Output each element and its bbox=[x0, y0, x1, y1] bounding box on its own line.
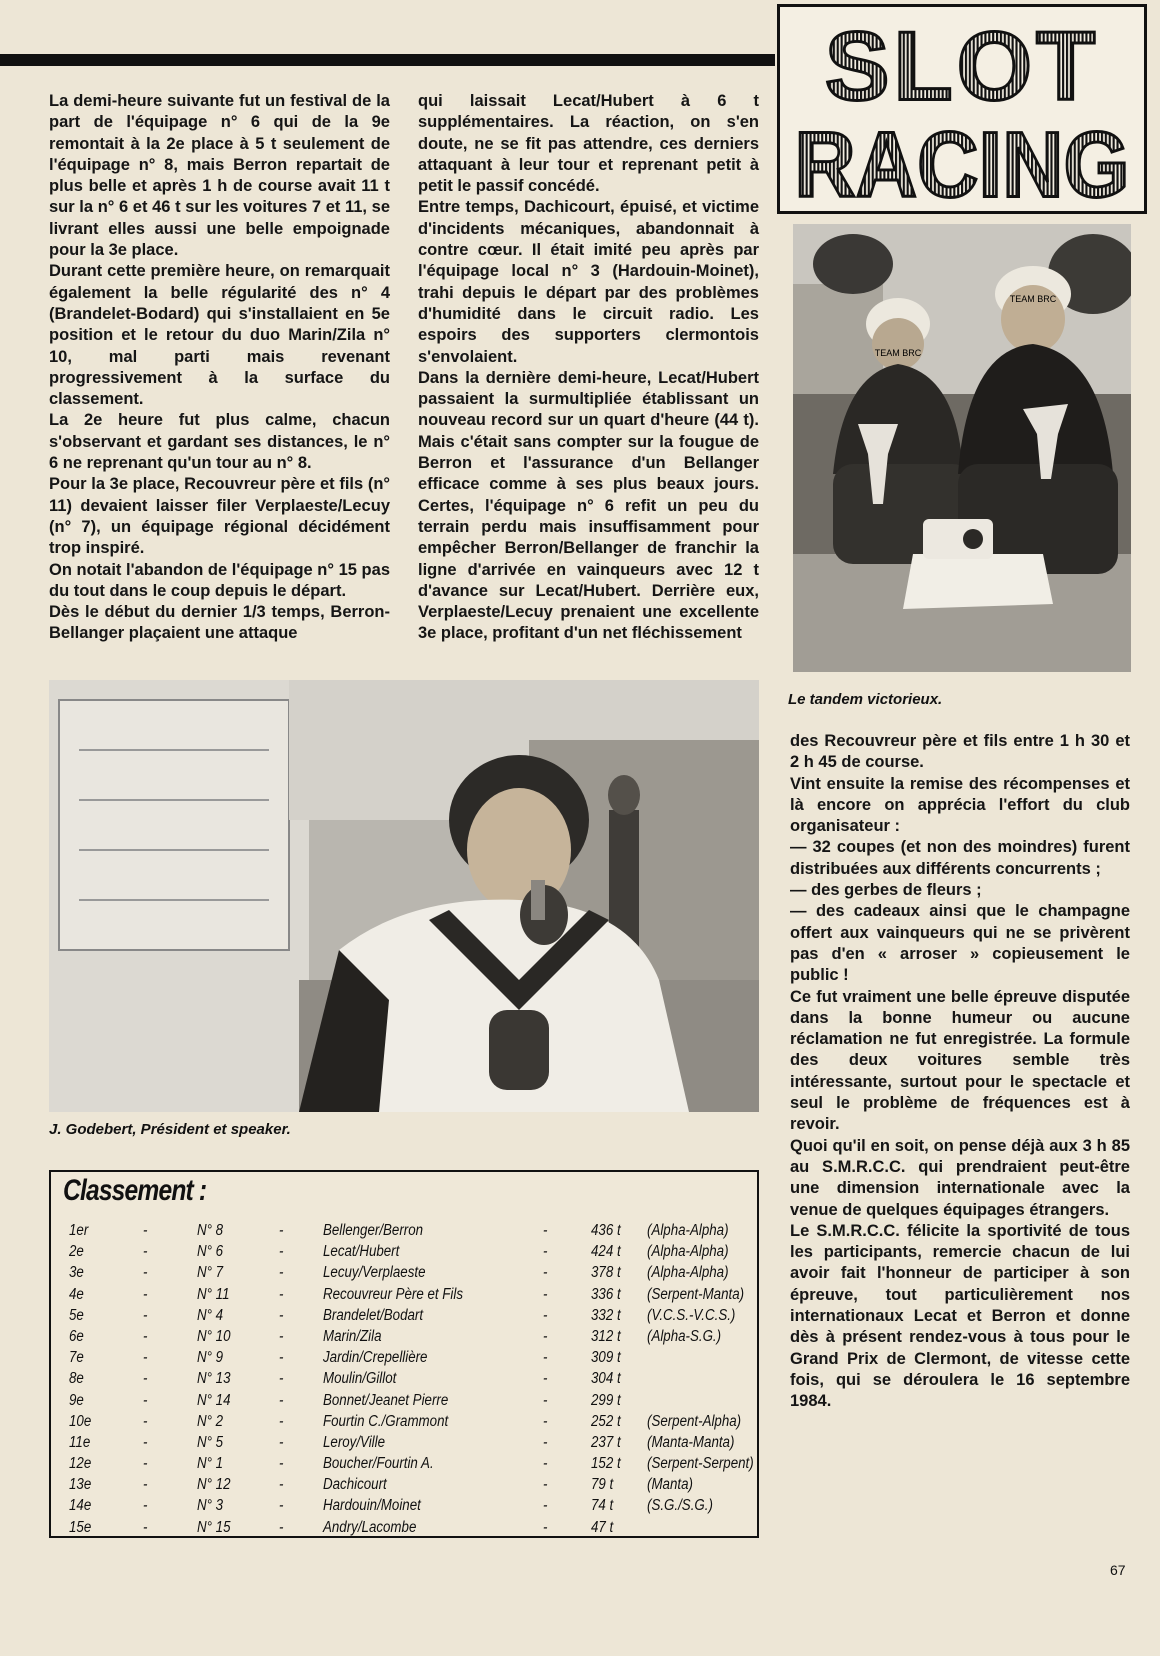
slot-racing-logo bbox=[777, 4, 1147, 214]
winners-photo bbox=[793, 224, 1131, 672]
team-cell: Fourtin C./Grammont bbox=[323, 1412, 449, 1430]
cars-cell: (Serpent-Manta) bbox=[647, 1285, 745, 1303]
team-cell: Dachicourt bbox=[323, 1476, 387, 1494]
separator: - bbox=[543, 1243, 548, 1261]
rank-cell: 13e bbox=[69, 1476, 92, 1494]
separator: - bbox=[143, 1349, 148, 1367]
paragraph: Entre temps, Dachicourt, épuisé, et victime d'incidents mécaniques, abandonnait à contre cœur. Il était imité peu après par l'équipage local n° 3 (Hardouin-Moinet), trahi depuis le départ par des problèmes d'humidité dans le circuit radio. Les espoirs des supporters clermontois s'envolaient. bbox=[418, 198, 759, 366]
separator: - bbox=[143, 1222, 148, 1239]
car-number-cell: N° 1 bbox=[197, 1455, 224, 1473]
page-number: 67 bbox=[1110, 1562, 1126, 1578]
car-number-cell: N° 11 bbox=[197, 1285, 230, 1303]
team-cell: Leroy/Ville bbox=[323, 1433, 386, 1451]
paragraph: — des gerbes de fleurs ; bbox=[790, 881, 982, 900]
rank-cell: 2e bbox=[69, 1243, 84, 1261]
separator: - bbox=[143, 1455, 148, 1473]
laps-cell: 436 t bbox=[591, 1222, 621, 1239]
separator: - bbox=[543, 1370, 548, 1388]
laps-cell: 304 t bbox=[591, 1370, 621, 1388]
separator: - bbox=[543, 1497, 548, 1515]
table-row bbox=[65, 1413, 755, 1434]
separator: - bbox=[279, 1412, 284, 1430]
car-number-cell: N° 8 bbox=[197, 1222, 224, 1239]
paragraph: La demi-heure suivante fut un festival de la part de l'équipage n° 6 qui de la 9e remontait à la 2e place à 5 t seulement de l'équipage n° 8, mais Berron repartait de plus belle et après 1 h de course avait 11 t sur la n° 6 et 46 t sur les voitures 7 et 11, se livrant elles aussi une belle empoignade pour la 3e place. bbox=[49, 92, 390, 260]
table-row bbox=[65, 1349, 755, 1370]
car-number-cell: N° 12 bbox=[197, 1476, 231, 1494]
laps-cell: 336 t bbox=[591, 1285, 621, 1303]
separator: - bbox=[543, 1412, 548, 1430]
cars-cell: (Manta-Manta) bbox=[647, 1433, 735, 1451]
car-number-cell: N° 9 bbox=[197, 1349, 224, 1367]
team-cell: Jardin/Crepellière bbox=[323, 1349, 428, 1367]
separator: - bbox=[279, 1285, 284, 1303]
separator: - bbox=[279, 1476, 284, 1494]
separator: - bbox=[279, 1391, 284, 1409]
results-table bbox=[65, 1222, 755, 1540]
separator: - bbox=[279, 1518, 284, 1536]
laps-cell: 312 t bbox=[591, 1327, 621, 1345]
table-row bbox=[65, 1497, 755, 1518]
separator: - bbox=[143, 1264, 148, 1282]
laps-cell: 332 t bbox=[591, 1306, 621, 1324]
rank-cell: 4e bbox=[69, 1285, 84, 1303]
rank-cell: 14e bbox=[69, 1497, 92, 1515]
rank-cell: 5e bbox=[69, 1306, 84, 1324]
slot-racing-logo-graphic bbox=[780, 7, 1144, 211]
separator: - bbox=[543, 1327, 548, 1345]
team-cell: Bonnet/Jeanet Pierre bbox=[323, 1391, 449, 1409]
rank-cell: 7e bbox=[69, 1349, 84, 1367]
laps-cell: 252 t bbox=[591, 1412, 621, 1430]
winners-photo-caption: Le tandem victorieux. bbox=[788, 691, 943, 708]
laps-cell: 237 t bbox=[591, 1433, 621, 1451]
cars-cell: (Alpha-S.G.) bbox=[647, 1327, 722, 1345]
article-column-1 bbox=[49, 91, 390, 645]
team-cell: Hardouin/Moinet bbox=[323, 1497, 421, 1515]
separator: - bbox=[143, 1433, 148, 1451]
separator: - bbox=[279, 1433, 284, 1451]
separator: - bbox=[143, 1391, 148, 1409]
paragraph: Durant cette première heure, on remarquait également la belle régularité des n° 4 (Brandelet-Bodard) qui s'installaient en 5e position et le retour du duo Marin/Zila n° 10, mal parti mais revenant progressivement à la surface du classement. bbox=[49, 262, 390, 409]
separator: - bbox=[143, 1306, 148, 1324]
separator: - bbox=[143, 1412, 148, 1430]
car-number-cell: N° 13 bbox=[197, 1370, 231, 1388]
cars-cell: (Alpha-Alpha) bbox=[647, 1243, 729, 1261]
speaker-photo-caption: J. Godebert, Président et speaker. bbox=[49, 1121, 291, 1138]
team-cell: Recouvreur Père et Fils bbox=[323, 1285, 464, 1303]
team-cell: Brandelet/Bodart bbox=[323, 1306, 424, 1324]
table-row bbox=[65, 1519, 755, 1540]
separator: - bbox=[143, 1518, 148, 1536]
rank-cell: 11e bbox=[69, 1433, 91, 1451]
paragraph: des Recouvreur père et fils entre 1 h 30 et 2 h 45 de course. bbox=[790, 732, 1130, 772]
paragraph: On notait l'abandon de l'équipage n° 15 pas du tout dans le coup depuis le départ. bbox=[49, 560, 390, 600]
separator: - bbox=[543, 1476, 548, 1494]
separator: - bbox=[143, 1243, 148, 1261]
cars-cell: (Alpha-Alpha) bbox=[647, 1264, 729, 1282]
cars-cell: (Alpha-Alpha) bbox=[647, 1222, 729, 1239]
paragraph: Dans la dernière demi-heure, Lecat/Hubert passaient la surmultipliée établissant un nouveau record sur un quart d'heure (44 t). Mais c'était sans compter sur la fougue de Berron et l'assurance d'un Bellanger efficace comme à ses plus beaux jours. Certes, l'équipage n° 6 refit un peu du terrain perdu mais insuffisamment pour empêcher Berron/Bellanger de franchir la ligne d'arrivée en vainqueurs avec 12 t d'avance sur Lecat/Hubert. Derrière eux, Verplaeste/Lecuy prenaient une excellente 3e place, profitant d'un net fléchissement bbox=[418, 368, 759, 643]
table-row bbox=[65, 1434, 755, 1455]
team-cell: Boucher/Fourtin A. bbox=[323, 1455, 434, 1473]
speaker-photo bbox=[49, 680, 759, 1112]
separator: - bbox=[543, 1391, 548, 1409]
rank-cell: 3e bbox=[69, 1264, 84, 1282]
rank-cell: 12e bbox=[69, 1455, 92, 1473]
article-column-2 bbox=[418, 91, 759, 645]
car-number-cell: N° 5 bbox=[197, 1433, 224, 1451]
separator: - bbox=[279, 1455, 284, 1473]
car-number-cell: N° 15 bbox=[197, 1518, 231, 1536]
paragraph: La 2e heure fut plus calme, chacun s'observant et gardant ses distances, le n° 6 ne reprenant qu'un tour au n° 8. bbox=[49, 411, 390, 473]
results-title: Classement : bbox=[63, 1174, 207, 1207]
paragraph: Le S.M.R.C.C. félicite la sportivité de tous les participants, remercie chacun de lui avoir fait l'honneur de participer à son épreuve, tout particulièrement nos internationaux Lecat et Berron et donne dès à présent rendez-vous à tous pour le Grand Prix de Clermont, de vitesse cette fois, qui se déroulera le 16 septembre 1984. bbox=[790, 1221, 1130, 1411]
separator: - bbox=[279, 1327, 284, 1345]
logo-line-slot: SLOT bbox=[824, 11, 1100, 121]
table-row bbox=[65, 1476, 755, 1497]
car-number-cell: N° 3 bbox=[197, 1497, 224, 1515]
laps-cell: 152 t bbox=[591, 1455, 621, 1473]
separator: - bbox=[279, 1370, 284, 1388]
car-number-cell: N° 6 bbox=[197, 1243, 224, 1261]
separator: - bbox=[143, 1476, 148, 1494]
table-row bbox=[65, 1328, 755, 1349]
separator: - bbox=[143, 1370, 148, 1388]
laps-cell: 299 t bbox=[591, 1391, 621, 1409]
laps-cell: 424 t bbox=[591, 1243, 621, 1261]
paragraph: Quoi qu'il en soit, on pense déjà aux 3 h 85 au S.M.R.C.C. qui prendraient peut-être une dimension internationale avec la venue de quelques équipages étrangers. bbox=[790, 1136, 1130, 1219]
separator: - bbox=[543, 1433, 548, 1451]
separator: - bbox=[543, 1518, 548, 1536]
separator: - bbox=[543, 1222, 548, 1239]
rank-cell: 15e bbox=[69, 1518, 92, 1536]
laps-cell: 378 t bbox=[591, 1264, 621, 1282]
separator: - bbox=[279, 1306, 284, 1324]
cap-text-right: TEAM BRC bbox=[1009, 294, 1057, 304]
rank-cell: 6e bbox=[69, 1327, 84, 1345]
cars-cell: (Manta) bbox=[647, 1476, 693, 1494]
header-rule bbox=[0, 54, 775, 66]
article-column-3 bbox=[790, 731, 1130, 1413]
rank-cell: 8e bbox=[69, 1370, 84, 1388]
table-row bbox=[65, 1286, 755, 1307]
car-number-cell: N° 4 bbox=[197, 1306, 224, 1324]
separator: - bbox=[543, 1349, 548, 1367]
separator: - bbox=[143, 1497, 148, 1515]
cars-cell: (V.C.S.-V.C.S.) bbox=[647, 1306, 736, 1324]
separator: - bbox=[143, 1327, 148, 1345]
paragraph: Dès le début du dernier 1/3 temps, Berron-Bellanger plaçaient une attaque bbox=[49, 603, 390, 643]
separator: - bbox=[543, 1306, 548, 1324]
table-row bbox=[65, 1455, 755, 1476]
laps-cell: 47 t bbox=[591, 1518, 614, 1536]
rank-cell: 10e bbox=[69, 1412, 92, 1430]
car-number-cell: N° 2 bbox=[197, 1412, 224, 1430]
table-row bbox=[65, 1307, 755, 1328]
cars-cell: (S.G./S.G.) bbox=[647, 1497, 713, 1515]
team-cell: Marin/Zila bbox=[323, 1327, 382, 1345]
team-cell: Lecat/Hubert bbox=[323, 1243, 400, 1261]
laps-cell: 309 t bbox=[591, 1349, 621, 1367]
car-number-cell: N° 7 bbox=[197, 1264, 224, 1282]
laps-cell: 79 t bbox=[591, 1476, 614, 1494]
car-number-cell: N° 14 bbox=[197, 1391, 231, 1409]
table-row bbox=[65, 1392, 755, 1413]
paragraph: — 32 coupes (et non des moindres) furent distribuées aux différents concurrents ; bbox=[790, 838, 1130, 878]
separator: - bbox=[279, 1264, 284, 1282]
table-row bbox=[65, 1370, 755, 1391]
separator: - bbox=[279, 1222, 284, 1239]
paragraph: Ce fut vraiment une belle épreuve disputée dans la bonne humeur ou aucune réclamation ne fut enregistrée. La formule des deux voitures semble très intéressante, surtout pour le spectacle et seul le problème de fréquences est à revoir. bbox=[790, 987, 1130, 1134]
team-cell: Moulin/Gillot bbox=[323, 1370, 397, 1388]
rank-cell: 9e bbox=[69, 1391, 84, 1409]
paragraph: Vint ensuite la remise des récompenses et là encore on apprécia l'effort du club organisateur : bbox=[790, 774, 1130, 836]
team-cell: Lecuy/Verplaeste bbox=[323, 1264, 426, 1282]
car-number-cell: N° 10 bbox=[197, 1327, 231, 1345]
paragraph: — des cadeaux ainsi que le champagne offert aux vainqueurs qui ne se privèrent pas d'en « arroser » copieusement le public ! bbox=[790, 902, 1130, 985]
table-row bbox=[65, 1264, 755, 1285]
separator: - bbox=[143, 1285, 148, 1303]
cap-text-left: TEAM BRC bbox=[874, 348, 922, 358]
laps-cell: 74 t bbox=[591, 1497, 614, 1515]
separator: - bbox=[543, 1285, 548, 1303]
separator: - bbox=[279, 1497, 284, 1515]
separator: - bbox=[543, 1455, 548, 1473]
rank-cell: 1er bbox=[69, 1222, 89, 1239]
logo-line-racing: RACING bbox=[794, 112, 1130, 211]
table-row bbox=[65, 1243, 755, 1264]
paragraph: qui laissait Lecat/Hubert à 6 t supplémentaires. La réaction, on s'en doute, ne se fit pas attendre, ces derniers attaquant à leur tour et reprenant petit à petit le passif concédé. bbox=[418, 92, 759, 196]
team-cell: Bellenger/Berron bbox=[323, 1222, 424, 1239]
separator: - bbox=[279, 1349, 284, 1367]
cars-cell: (Serpent-Alpha) bbox=[647, 1412, 742, 1430]
separator: - bbox=[279, 1243, 284, 1261]
cars-cell: (Serpent-Serpent) bbox=[647, 1455, 754, 1473]
separator: - bbox=[543, 1264, 548, 1282]
team-cell: Andry/Lacombe bbox=[323, 1518, 417, 1536]
results-box bbox=[49, 1170, 759, 1538]
table-row bbox=[65, 1222, 755, 1243]
paragraph: Pour la 3e place, Recouvreur père et fils (n° 11) devaient laisser filer Verplaeste/Lecuy (n° 7), un équipage régional décidément trop inspiré. bbox=[49, 475, 390, 558]
